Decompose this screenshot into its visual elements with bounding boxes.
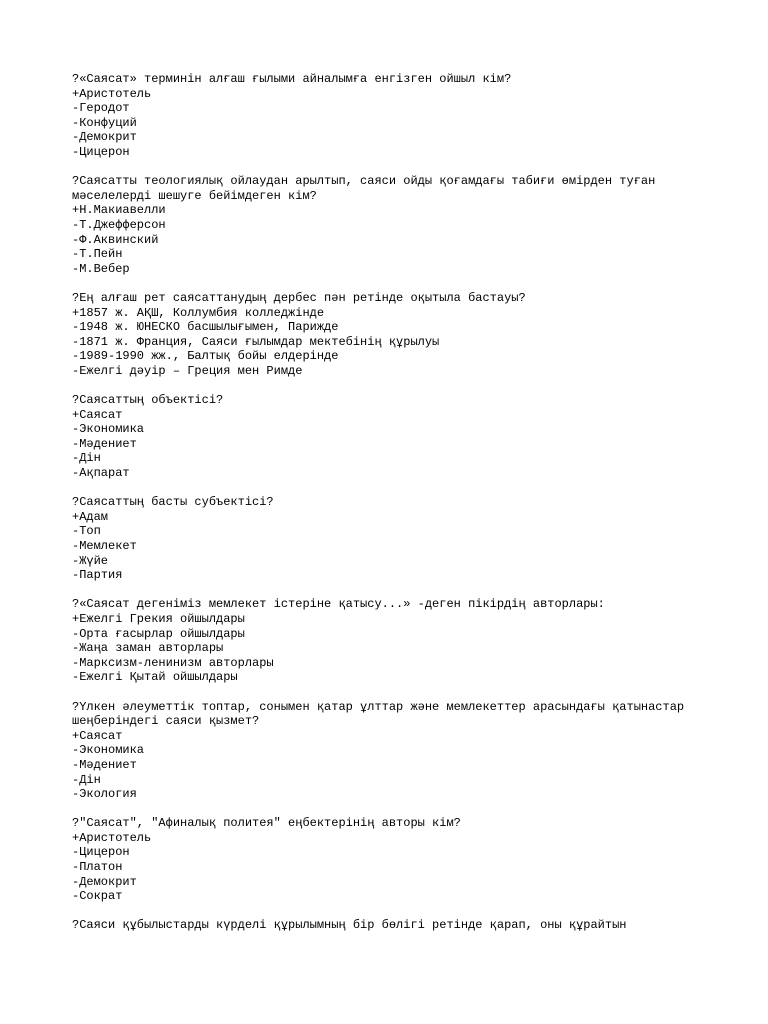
question-block-8 bbox=[72, 816, 712, 904]
question-text: ?Саясаттың басты субъектісі? bbox=[72, 495, 274, 510]
answer-option: -Т.Джефферсон bbox=[72, 217, 166, 232]
answer-option: -Т.Пейн bbox=[72, 247, 123, 262]
answer-option: -Мемлекет bbox=[72, 539, 137, 553]
question-block-6 bbox=[72, 597, 712, 685]
answer-option: -1948 ж. ЮНЕСКО басшылығымен, Парижде bbox=[72, 320, 339, 335]
correct-answer: +Аристотель bbox=[72, 830, 152, 845]
answer-option: -Орта ғасырлар ойшылдары bbox=[72, 626, 245, 641]
answer-option: -Конфуций bbox=[72, 115, 137, 130]
correct-answer: +Аристотель bbox=[72, 86, 152, 101]
question-block-2 bbox=[72, 174, 712, 276]
answer-option: -Экономика bbox=[72, 743, 145, 758]
answer-option: -Демокрит bbox=[72, 874, 137, 889]
answer-option: -Партия bbox=[72, 568, 123, 583]
correct-answer: +Н.Макиавелли bbox=[72, 203, 166, 218]
answer-option: -Геродот bbox=[72, 101, 130, 116]
correct-answer: +1857 ж. АҚШ, Коллумбия колледжінде bbox=[72, 305, 325, 320]
answer-option: -Марксизм-ленинизм авторлары bbox=[72, 655, 274, 670]
correct-answer: +Саясат bbox=[72, 407, 123, 422]
answer-option: -Демокрит bbox=[72, 130, 137, 145]
answer-option: -М.Вебер bbox=[72, 261, 130, 276]
answer-option: -Экономика bbox=[72, 422, 145, 437]
answer-option: -Топ bbox=[72, 524, 101, 539]
correct-answer: +Адам bbox=[72, 509, 109, 524]
answer-option: -Мәдениет bbox=[72, 436, 137, 451]
answer-option: -Дін bbox=[72, 451, 101, 466]
correct-answer: +Ежелгі Грекия ойшылдары bbox=[72, 611, 245, 626]
answer-option: -Платон bbox=[72, 860, 123, 875]
question-text: ?Саяси құбылыстарды күрделі құрылымның бір бөлігі ретінде қарап, оны құрайтын bbox=[72, 918, 627, 933]
answer-option: -Цицерон bbox=[72, 144, 130, 159]
question-block-7 bbox=[72, 700, 712, 802]
answer-option: -1989-1990 жж., Балтық бойы елдерінде bbox=[72, 349, 339, 364]
answer-option: -Ақпарат bbox=[72, 466, 130, 481]
answer-option: -Сократ bbox=[72, 889, 123, 904]
answer-option: -Ф.Аквинский bbox=[72, 232, 159, 247]
question-block-1 bbox=[72, 72, 712, 160]
answer-option: -Жүйе bbox=[72, 553, 109, 568]
question-text: ?"Саясат", "Афиналық политея" еңбектерінің авторы кім? bbox=[72, 816, 461, 831]
question-text: ?Ең алғаш рет саясаттанудың дербес пән ретінде оқытыла бастауы? bbox=[72, 290, 526, 305]
question-text: ?«Саясат дегеніміз мемлекет істеріне қатысу...» -деген пікірдің авторлары: bbox=[72, 597, 605, 612]
question-text: ?Үлкен әлеуметтік топтар, сонымен қатар ұлттар және мемлекеттер арасындағы қатынастар шеңберіндегі саяси қызмет? bbox=[72, 699, 692, 729]
question-text: ?Саясатты теологиялық ойлаудан арылтып, саяси ойды қоғамдағы табиғи өмірден туған мәселелерді шешуге бейімдеген кім? bbox=[72, 174, 663, 203]
answer-option: -Цицерон bbox=[72, 845, 130, 860]
answer-option: -Дін bbox=[72, 772, 101, 787]
question-block-3 bbox=[72, 291, 712, 379]
answer-option: -Жаңа заман авторлары bbox=[72, 641, 224, 656]
answer-option: -Экология bbox=[72, 787, 137, 802]
answer-option: -Ежелгі дәуір – Греция мен Римде bbox=[72, 363, 303, 378]
question-text: ?«Саясат» терминін алғаш ғылыми айналымға енгізген ойшыл кім? bbox=[72, 72, 512, 86]
question-block-4 bbox=[72, 393, 712, 481]
question-block-9 bbox=[72, 918, 712, 933]
question-text: ?Саясаттың объектісі? bbox=[72, 393, 224, 408]
question-block-5 bbox=[72, 495, 712, 583]
document-page bbox=[72, 72, 712, 948]
answer-option: -Ежелгі Қытай ойшылдары bbox=[72, 670, 238, 685]
correct-answer: +Саясат bbox=[72, 728, 123, 743]
answer-option: -Мәдениет bbox=[72, 757, 137, 772]
answer-option: -1871 ж. Франция, Саяси ғылымдар мектебінің құрылуы bbox=[72, 334, 440, 349]
